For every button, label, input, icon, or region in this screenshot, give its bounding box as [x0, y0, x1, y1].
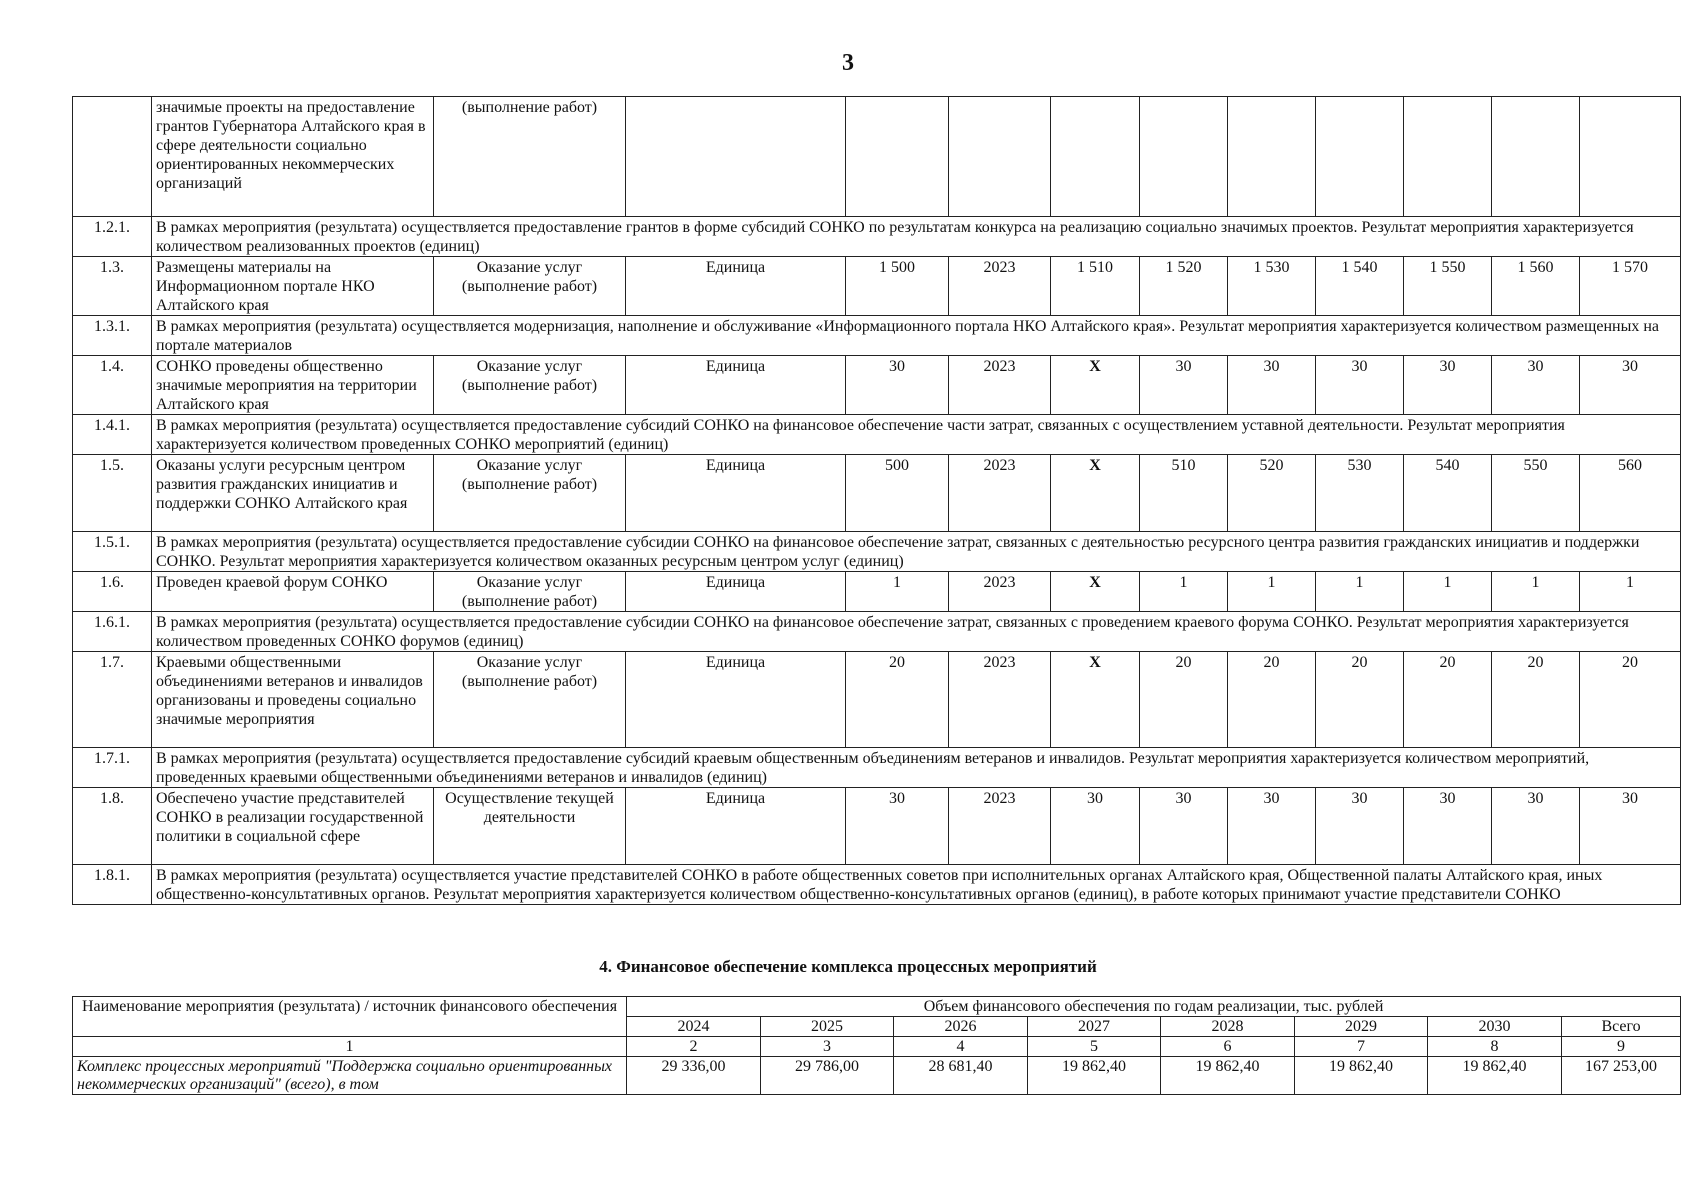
indicator-kind: (выполнение работ)	[434, 97, 626, 217]
indicator-row	[73, 455, 1681, 532]
indicator-kind: Оказание услуг (выполнение работ)	[434, 455, 626, 532]
indicator-year-value: 30	[1492, 788, 1580, 865]
col-number: 3	[761, 1037, 894, 1057]
finance-year: 2026	[894, 1017, 1028, 1037]
indicator-base-year: 2023	[949, 652, 1051, 748]
indicator-row	[73, 97, 1681, 217]
indicator-year-value	[1492, 97, 1580, 217]
indicator-year-value: 20	[1580, 652, 1681, 748]
indicator-year-value: 1	[1492, 572, 1580, 612]
row-number: 1.3.	[73, 257, 152, 316]
row-number: 1.3.1.	[73, 316, 152, 356]
description-text: В рамках мероприятия (результата) осуществляется предоставление грантов в форме субсидий СОНКО по результатам конкурса на реализацию социально значимых проектов. Результат мероприятия характеризуется количеством реализованных проектов (единиц)	[152, 217, 1681, 257]
indicator-year-value	[1140, 97, 1228, 217]
description-row	[73, 612, 1681, 652]
indicator-year-value: 30	[1580, 788, 1681, 865]
row-number: 1.6.1.	[73, 612, 152, 652]
finance-value: 29 336,00	[627, 1057, 761, 1095]
indicator-year-value: 30	[1140, 356, 1228, 415]
description-text: В рамках мероприятия (результата) осуществляется предоставление субсидии СОНКО на финансовое обеспечение затрат, связанных с проведением краевого форума СОНКО. Результат мероприятия характеризуется количеством проведенных СОНКО форумов (единиц)	[152, 612, 1681, 652]
finance-header-name: Наименование мероприятия (результата) / источник финансового обеспечения	[73, 997, 627, 1037]
row-number: 1.8.	[73, 788, 152, 865]
indicator-row	[73, 652, 1681, 748]
indicator-row	[73, 356, 1681, 415]
indicator-base-year: 2023	[949, 455, 1051, 532]
row-number: 1.5.	[73, 455, 152, 532]
indicator-year-value	[1228, 97, 1316, 217]
indicator-name: Краевыми общественными объединениями ветеранов и инвалидов организованы и проведены социально значимые мероприятия	[152, 652, 434, 748]
indicator-name: Проведен краевой форум СОНКО	[152, 572, 434, 612]
description-row	[73, 748, 1681, 788]
finance-value: 29 786,00	[761, 1057, 894, 1095]
indicator-year-value: 560	[1580, 455, 1681, 532]
col-number: 4	[894, 1037, 1028, 1057]
indicator-base-year	[949, 97, 1051, 217]
finance-value: 19 862,40	[1428, 1057, 1562, 1095]
indicator-base-year: 2023	[949, 356, 1051, 415]
indicator-unit	[626, 97, 846, 217]
finance-value-total: 167 253,00	[1562, 1057, 1681, 1095]
row-number: 1.2.1.	[73, 217, 152, 257]
row-number: 1.4.	[73, 356, 152, 415]
finance-year: 2024	[627, 1017, 761, 1037]
indicator-unit: Единица	[626, 257, 846, 316]
indicator-year-value: 30	[1228, 356, 1316, 415]
indicator-unit: Единица	[626, 356, 846, 415]
description-row	[73, 316, 1681, 356]
indicator-base-year: 2023	[949, 788, 1051, 865]
indicator-unit: Единица	[626, 572, 846, 612]
indicator-unit: Единица	[626, 455, 846, 532]
description-text: В рамках мероприятия (результата) осуществляется предоставление субсидии СОНКО на финансовое обеспечение затрат, связанных с деятельностью ресурсного центра развития гражданских инициатив и поддержки СОНКО. Результат мероприятия характеризуется количеством оказанных ресурсным центром услуг (единиц)	[152, 532, 1681, 572]
indicator-base-value: 500	[846, 455, 949, 532]
indicator-year-value: 30	[1404, 356, 1492, 415]
indicators-table	[72, 96, 1681, 905]
row-number: 1.4.1.	[73, 415, 152, 455]
finance-year: 2030	[1428, 1017, 1562, 1037]
indicator-year-value: 1 530	[1228, 257, 1316, 316]
col-number: 7	[1295, 1037, 1428, 1057]
indicator-year-value: 20	[1316, 652, 1404, 748]
description-row	[73, 865, 1681, 905]
indicator-year-value: 1 520	[1140, 257, 1228, 316]
col-number: 5	[1028, 1037, 1161, 1057]
indicator-kind: Оказание услуг (выполнение работ)	[434, 356, 626, 415]
row-number: 1.7.	[73, 652, 152, 748]
indicator-year-value: X	[1051, 455, 1140, 532]
indicator-row	[73, 257, 1681, 316]
page-number: 3	[842, 50, 854, 76]
indicator-kind: Оказание услуг (выполнение работ)	[434, 572, 626, 612]
col-number: 2	[627, 1037, 761, 1057]
finance-value: 19 862,40	[1161, 1057, 1295, 1095]
finance-year: 2028	[1161, 1017, 1295, 1037]
indicator-base-value: 1 500	[846, 257, 949, 316]
indicator-row	[73, 572, 1681, 612]
indicator-kind: Осуществление текущей деятельности	[434, 788, 626, 865]
indicator-kind: Оказание услуг (выполнение работ)	[434, 652, 626, 748]
finance-year-total: Всего	[1562, 1017, 1681, 1037]
indicator-year-value: 510	[1140, 455, 1228, 532]
indicator-year-value: 1	[1140, 572, 1228, 612]
indicator-year-value: 1 550	[1404, 257, 1492, 316]
indicator-base-value: 30	[846, 788, 949, 865]
row-number: 1.8.1.	[73, 865, 152, 905]
indicator-year-value: 30	[1140, 788, 1228, 865]
indicator-year-value: 30	[1228, 788, 1316, 865]
finance-table	[72, 996, 1681, 1095]
indicator-year-value: 1 510	[1051, 257, 1140, 316]
finance-value: 28 681,40	[894, 1057, 1028, 1095]
indicator-name: Размещены материалы на Информационном портале НКО Алтайского края	[152, 257, 434, 316]
indicator-base-year: 2023	[949, 572, 1051, 612]
indicator-year-value: 530	[1316, 455, 1404, 532]
description-row	[73, 415, 1681, 455]
indicator-year-value: X	[1051, 356, 1140, 415]
finance-year: 2027	[1028, 1017, 1161, 1037]
finance-col-numbers-row	[73, 1037, 1681, 1057]
finance-header-row	[73, 997, 1681, 1017]
row-number	[73, 97, 152, 217]
indicator-year-value: 20	[1404, 652, 1492, 748]
indicator-year-value: 20	[1492, 652, 1580, 748]
indicator-year-value: 1	[1228, 572, 1316, 612]
description-text: В рамках мероприятия (результата) осуществляется предоставление субсидий краевым общественным объединениям ветеранов и инвалидов. Результат мероприятия характеризуется количеством мероприятий, проведенных краевыми общественными объединениями ветеранов и инвалидов (единиц)	[152, 748, 1681, 788]
row-number: 1.6.	[73, 572, 152, 612]
col-number: 6	[1161, 1037, 1295, 1057]
indicator-year-value: 30	[1316, 788, 1404, 865]
description-text: В рамках мероприятия (результата) осуществляется предоставление субсидий СОНКО на финансовое обеспечение части затрат, связанных с осуществлением уставной деятельности. Результат мероприятия характеризуется количеством проведенных СОНКО мероприятий (единиц)	[152, 415, 1681, 455]
col-number: 1	[73, 1037, 627, 1057]
col-number: 8	[1428, 1037, 1562, 1057]
indicator-year-value	[1404, 97, 1492, 217]
indicator-unit: Единица	[626, 652, 846, 748]
finance-row	[73, 1057, 1681, 1095]
indicator-name: Оказаны услуги ресурсным центром развития гражданских инициатив и поддержки СОНКО Алтайского края	[152, 455, 434, 532]
indicator-base-value	[846, 97, 949, 217]
indicator-year-value: X	[1051, 572, 1140, 612]
indicator-year-value: 540	[1404, 455, 1492, 532]
indicator-kind: Оказание услуг (выполнение работ)	[434, 257, 626, 316]
finance-value: 19 862,40	[1028, 1057, 1161, 1095]
indicator-base-value: 1	[846, 572, 949, 612]
indicator-year-value: 1 570	[1580, 257, 1681, 316]
indicator-name: СОНКО проведены общественно значимые мероприятия на территории Алтайского края	[152, 356, 434, 415]
indicator-row	[73, 788, 1681, 865]
indicators-table-body	[73, 97, 1681, 905]
indicator-year-value: 1 540	[1316, 257, 1404, 316]
finance-year: 2025	[761, 1017, 894, 1037]
row-number: 1.5.1.	[73, 532, 152, 572]
indicator-year-value: 20	[1228, 652, 1316, 748]
indicator-year-value: 1	[1580, 572, 1681, 612]
finance-row-name: Комплекс процессных мероприятий "Поддержка социально ориентированных некоммерческих организаций" (всего), в том	[73, 1057, 627, 1095]
indicator-unit: Единица	[626, 788, 846, 865]
indicator-year-value: 1	[1404, 572, 1492, 612]
indicator-year-value: 1	[1316, 572, 1404, 612]
indicator-year-value: X	[1051, 652, 1140, 748]
indicator-year-value: 20	[1140, 652, 1228, 748]
indicator-name: Обеспечено участие представителей СОНКО в реализации государственной политики в социальной сфере	[152, 788, 434, 865]
description-text: В рамках мероприятия (результата) осуществляется модернизация, наполнение и обслуживание «Информационного портала НКО Алтайского края». Результат мероприятия характеризуется количеством размещенных на портале материалов	[152, 316, 1681, 356]
indicator-year-value: 30	[1316, 356, 1404, 415]
indicator-year-value: 520	[1228, 455, 1316, 532]
description-text: В рамках мероприятия (результата) осуществляется участие представителей СОНКО в работе общественных советов при исполнительных органах Алтайского края, Общественной палаты Алтайского края, иных общественно-консультативных органов. Результат мероприятия характеризуется количеством общественно-консультативных органов (единиц), в работе которых принимают участие представители СОНКО	[152, 865, 1681, 905]
indicator-year-value: 550	[1492, 455, 1580, 532]
row-number: 1.7.1.	[73, 748, 152, 788]
indicator-year-value: 30	[1580, 356, 1681, 415]
indicator-base-year: 2023	[949, 257, 1051, 316]
indicator-year-value: 30	[1404, 788, 1492, 865]
finance-value: 19 862,40	[1295, 1057, 1428, 1095]
indicator-name: значимые проекты на предоставление грантов Губернатора Алтайского края в сфере деятельности социально ориентированных некоммерческих организаций	[152, 97, 434, 217]
finance-year: 2029	[1295, 1017, 1428, 1037]
indicator-year-value	[1051, 97, 1140, 217]
indicator-base-value: 20	[846, 652, 949, 748]
description-row	[73, 532, 1681, 572]
description-row	[73, 217, 1681, 257]
indicator-year-value: 1 560	[1492, 257, 1580, 316]
indicator-base-value: 30	[846, 356, 949, 415]
indicator-year-value: 30	[1051, 788, 1140, 865]
col-number: 9	[1562, 1037, 1681, 1057]
indicator-year-value	[1580, 97, 1681, 217]
indicator-year-value	[1316, 97, 1404, 217]
indicator-year-value: 30	[1492, 356, 1580, 415]
finance-header-volume: Объем финансового обеспечения по годам реализации, тыс. рублей	[627, 997, 1681, 1017]
section-title: 4. Финансовое обеспечение комплекса процессных мероприятий	[599, 957, 1097, 976]
